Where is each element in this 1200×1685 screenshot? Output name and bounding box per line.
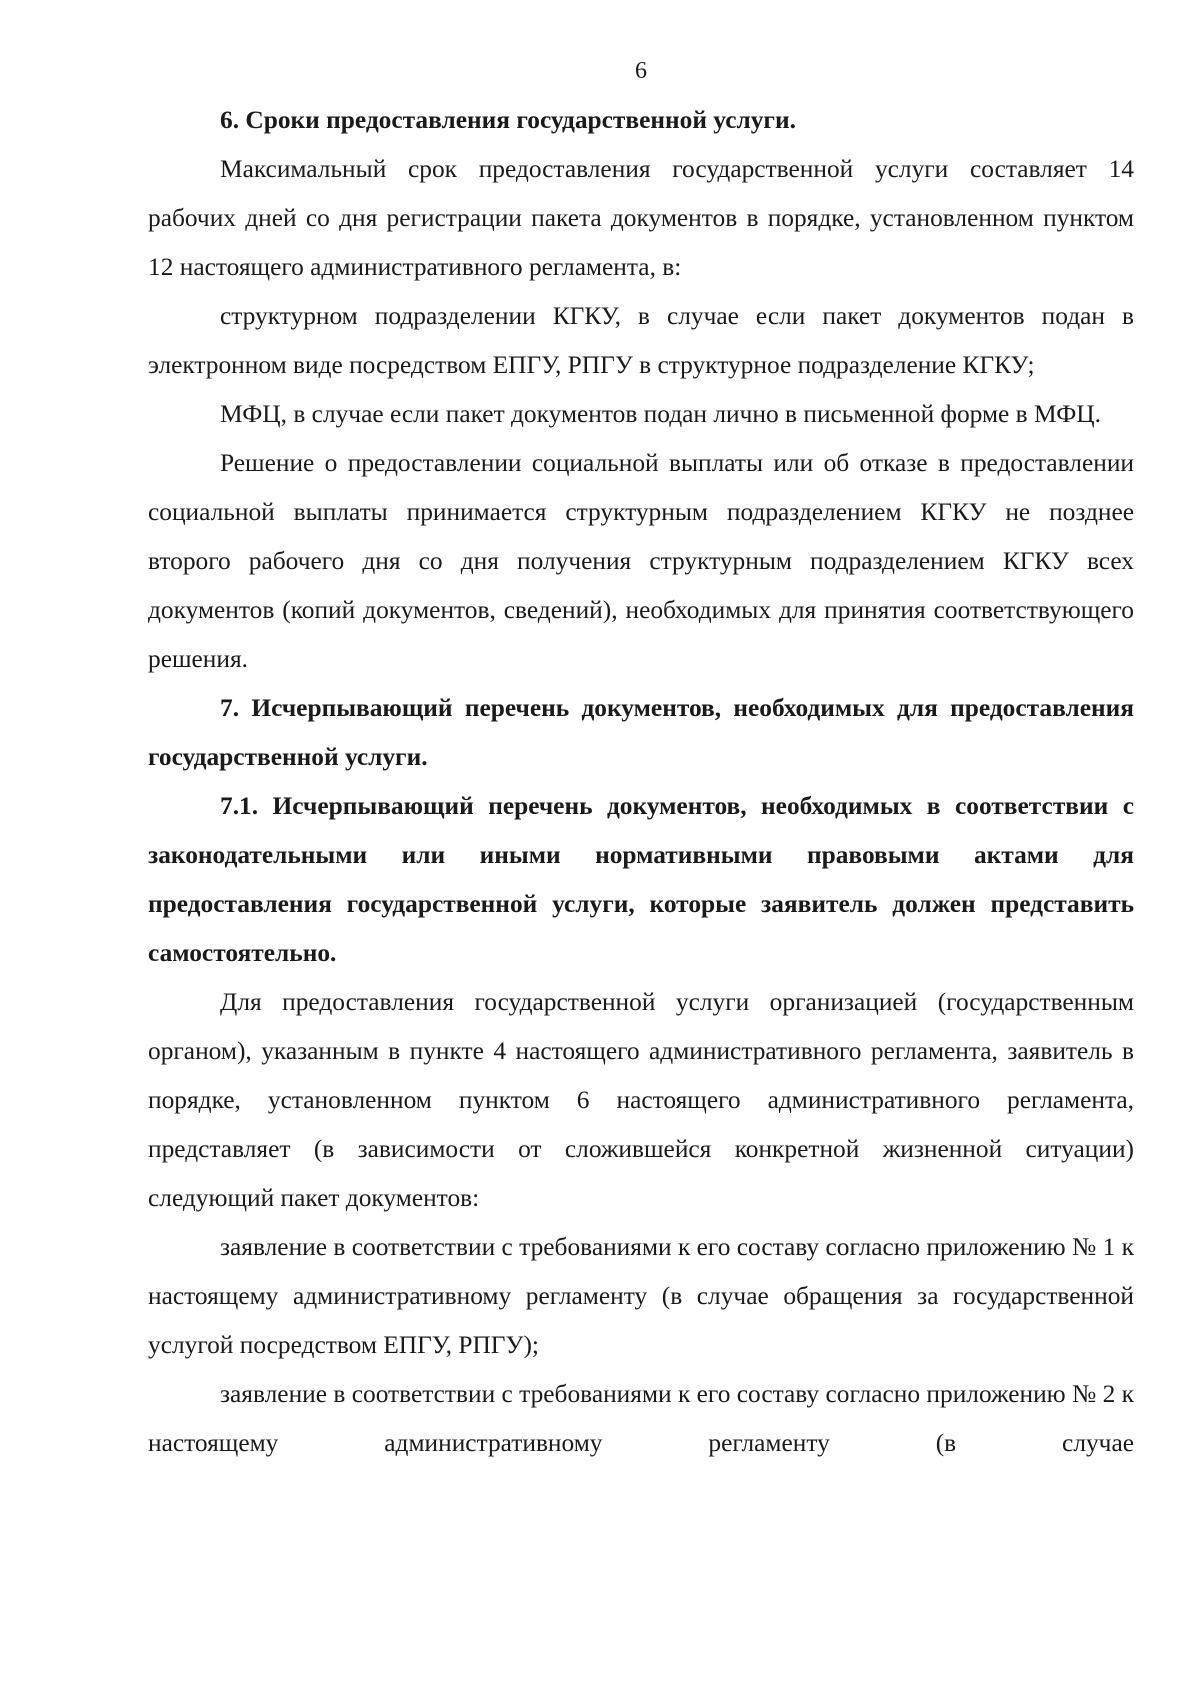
- document-body: [148, 96, 1134, 1468]
- section-6-heading: 6. Сроки предоставления государственной услуги.: [220, 106, 796, 134]
- list-item-application-1: заявление в соответствии с требованиями к его составу согласно приложению № 1 к настоящему административному регламенту (в случае обращения за государственной услугой посредством ЕПГУ, РПГУ);: [148, 1233, 1134, 1359]
- paragraph-kgku-unit: структурном подразделении КГКУ, в случае если пакет документов подан в электронном виде посредством ЕПГУ, РПГУ в структурное подразделение КГКУ;: [148, 302, 1134, 379]
- paragraph-decision: Решение о предоставлении социальной выплаты или об отказе в предоставлении социальной выплаты принимается структурным подразделением КГКУ не позднее второго рабочего дня со дня получения структурным подразделением КГКУ всех документов (копий документов, сведений), необходимых для принятия соответствующего решения.: [148, 449, 1134, 673]
- section-7-heading: 7. Исчерпывающий перечень документов, необходимых для предоставления государственной услуги.: [148, 694, 1134, 771]
- section-7-1-heading: 7.1. Исчерпывающий перечень документов, необходимых в соответствии с законодательными или иными нормативными правовыми актами для предоставления государственной услуги, которые заявитель должен представить самостоятельно.: [148, 792, 1134, 967]
- page-number: 6: [635, 58, 647, 84]
- paragraph-document-package: Для предоставления государственной услуги организацией (государственным органом), указанным в пункте 4 настоящего административного регламента, заявитель в порядке, установленном пунктом 6 настоящего административного регламента, представляет (в зависимости от сложившейся конкретной жизненной ситуации) следующий пакет документов:: [148, 988, 1134, 1212]
- list-item-application-2: заявление в соответствии с требованиями к его составу согласно приложению № 2 к настоящему административному регламенту (в случае: [148, 1380, 1134, 1457]
- paragraph-max-term: Максимальный срок предоставления государственной услуги составляет 14 рабочих дней со дня регистрации пакета документов в порядке, установленном пунктом 12 настоящего административного регламента, в:: [148, 155, 1134, 281]
- paragraph-mfc: МФЦ, в случае если пакет документов подан лично в письменной форме в МФЦ.: [220, 400, 1101, 428]
